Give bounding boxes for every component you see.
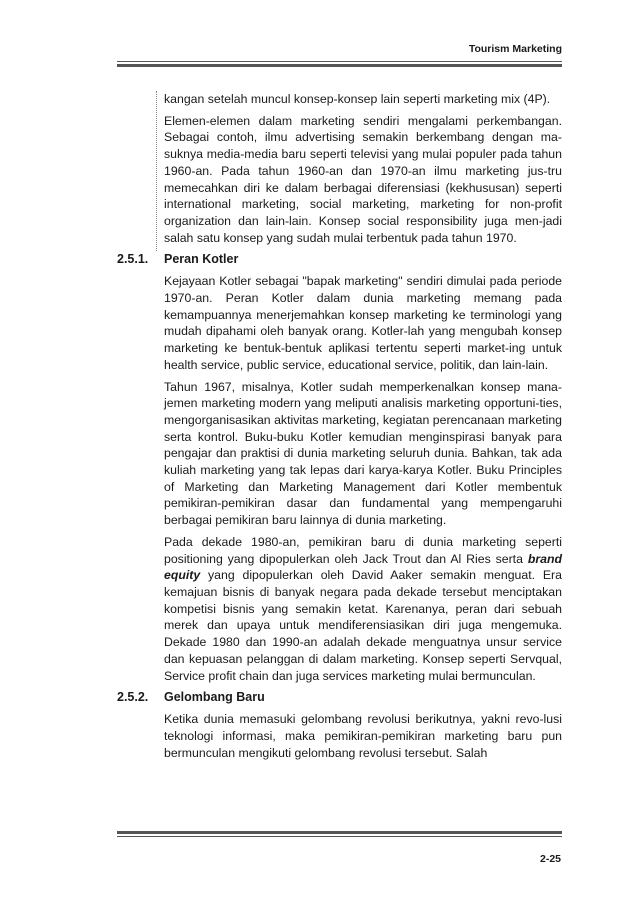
paragraph-2: Elemen-elemen dalam marketing sendiri mengalami perkembangan. Sebagai contoh, ilmu advertising semakin berkembang dengan ma-suknya media-media baru seperti televisi yang mulai populer pada tahun 1960-an. Pada tahun 1960-an dan 1970-an ilmu marketing jus-tru memecahkan diri ke dalam berbagai diferensiasi (kekhususan) seperti international marketing, social marketing, marketing for non-profit organization dan lain-lain. Konsep social responsibility juga men-jadi salah satu konsep yang sudah mulai terbentuk pada tahun 1970. <box>164 113 562 245</box>
paragraph-6: Ketika dunia memasuki gelombang revolusi berikutnya, yakni revo-lusi teknologi informasi, maka pemikiran-pemikiran marketing baru pun bermunculan mengikuti gelombang revolusi tersebut. Salah <box>164 712 562 760</box>
section-heading-2-5-1 <box>117 251 562 268</box>
brand-equity-term: brand equity <box>164 551 562 583</box>
running-header: Tourism Marketing <box>468 43 562 55</box>
section-number: 2.5.2. <box>117 690 149 705</box>
paragraph-3: Kejayaan Kotler sebagai "bapak marketing" sendiri dimulai pada periode 1970-an. Peran Kotler dalam dunia marketing memang pada kemampuannya menerjemahkan konsep marketing ke terminologi yang mudah dipahami oleh banyak orang. Kotler-lah yang mengubah konsep marketing ke bentuk-bentuk aplikasi tertentu seperti market-ing untuk health service, public service, educational service, politik, dan lain-lain. <box>164 274 562 372</box>
page-body <box>117 91 562 766</box>
section-number: 2.5.1. <box>117 252 149 267</box>
section-heading-2-5-2 <box>117 689 562 706</box>
paragraph-1: kangan setelah muncul konsep-konsep lain seperti marketing mix (4P). <box>164 92 551 106</box>
footer-rule <box>117 831 562 837</box>
paragraph-5-part-a: Pada dekade 1980-an, pemikiran baru di dunia marketing seperti positioning yang dipopulerkan oleh Jack Trout dan Al Ries serta <box>164 534 562 566</box>
paragraph-5-part-c: yang dipopulerkan oleh David Aaker semakin menguat. Era kemajuan bisnis di banyak negara pada dekade tersebut menciptakan kompetisi bisnis yang semakin ketat. Karenanya, peran dari sebuah merek dan upaya untuk mendiferensiasikan diri juga mengemuka. Dekade 1980 dan 1990-an adalah dekade menguatnya unsur service dan kepuasan pelanggan di dalam marketing. Konsep seperti Servqual, Service profit chain dan juga services marketing mulai bermunculan. <box>164 568 562 683</box>
section-title: Gelombang Baru <box>164 690 265 705</box>
page-number: 2-25 <box>539 853 561 865</box>
margin-marker-line <box>156 91 157 251</box>
paragraph-5 <box>164 534 562 684</box>
paragraph-4: Tahun 1967, misalnya, Kotler sudah memperkenalkan konsep mana-jemen marketing modern yang meliputi analisis marketing opportuni-ties, mengorganisasikan aktivitas marketing, kegiatan perencanaan marketing serta kontrol. Buku-buku Kotler kemudian menginspirasi banyak para pengajar dan praktisi di dunia marketing seluruh dunia. Bahkan, tak ada kuliah marketing yang tak lepas dari karya-karya Kotler. Buku Principles of Marketing dan Marketing Management dari Kotler membentuk pemikiran-pemikiran dasar dan fundamental yang mempengaruhi berbagai pemikiran baru lainnya di dunia marketing. <box>164 379 562 528</box>
header-rule <box>117 61 562 67</box>
section-title: Peran Kotler <box>164 252 239 267</box>
